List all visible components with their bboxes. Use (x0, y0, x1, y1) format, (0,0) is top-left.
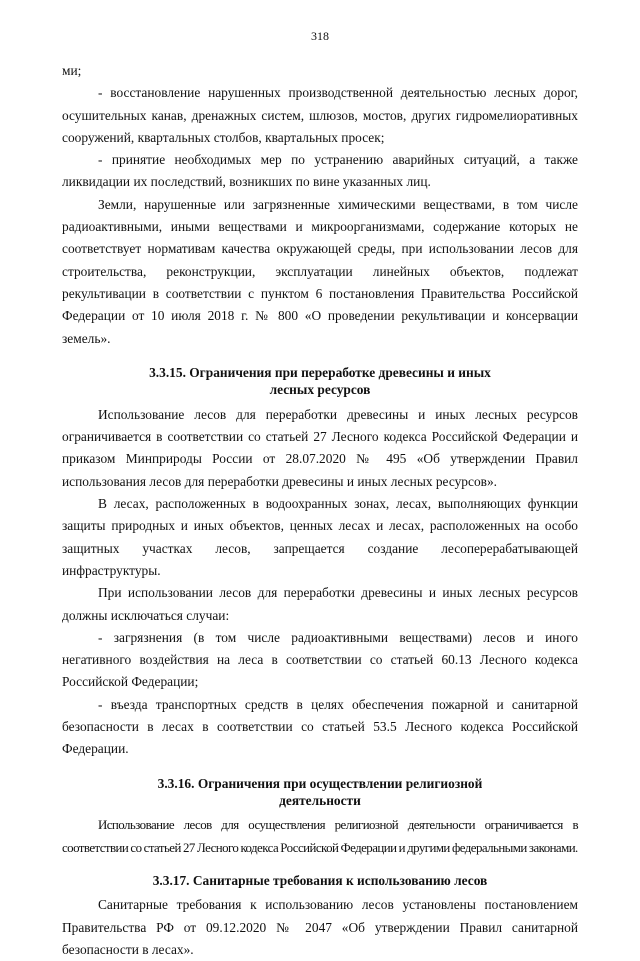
paragraph-religious-activity: Использование лесов для осуществления религиозной деятельности ограничивается в соответствии со статьей 27 Лесного кодекса Российской Федерации и другими федеральными законами. (62, 817, 578, 856)
section-heading-3-3-17: 3.3.17. Санитарные требования к использованию лесов (152, 873, 488, 889)
page-body (62, 60, 578, 961)
paragraph-vehicle-entry-case: - въезда транспортных средств в целях обеспечения пожарной и санитарной безопасности в лесах в соответствии со статьей 53.5 Лесного кодекса Российской Федерации. (62, 696, 578, 757)
paragraph-excluded-cases: При использовании лесов для переработки древесины и иных лесных ресурсов должны исключаться случаи: (62, 585, 578, 623)
paragraph-protected-zones: В лесах, расположенных в водоохранных зонах, лесах, выполняющих функции защиты природных и иных объектов, ценных лесах и лесах, расположенных на особо защитных участках лесов, запрещается создание лесоперерабатывающей инфраструктуры. (62, 496, 578, 578)
paragraph-continuation: ми; (62, 63, 82, 78)
paragraph-land-recultivation: Земли, нарушенные или загрязненные химическими веществами, в том числе радиоактивными, иными веществами и микроорганизмами, содержание которых не соответствует нормативам качества окружающей среды, при использовании лесов для строительства, реконструкции, эксплуатации линейных объектов, подлежат рекультивации в соответствии с пунктом 6 постановления Правительства Российской Федерации от 10 июля 2018 г. № 800 «О проведении рекультивации и консервации земель». (62, 196, 578, 346)
paragraph-restoration: - восстановление нарушенных производственной деятельностью лесных дорог, осушительных канав, дренажных систем, шлюзов, мостов, других гидромелиоративных сооружений, квартальных столбов, квартальных просек; (62, 85, 578, 145)
paragraph-sanitary-requirements: Санитарные требования к использованию лесов установлены постановлением Правительства РФ от 09.12.2020 № 2047 «Об утверждении Правил санитарной безопасности в лесах». (62, 897, 578, 958)
paragraph-pollution-case: - загрязнения (в том числе радиоактивными веществами) лесов и иного негативного воздействия на леса в соответствии со статьей 60.13 Лесного кодекса Российской Федерации; (62, 629, 578, 690)
paragraph-emergency-measures: - принятие необходимых мер по устранению аварийных ситуаций, а также ликвидации их последствий, возникших по вине указанных лиц. (62, 152, 578, 190)
page-number: 318 (311, 29, 329, 43)
section-heading-3-3-16: 3.3.16. Ограничения при осуществлении религиозной деятельности (157, 775, 483, 808)
paragraph-processing-limits: Использование лесов для переработки древесины и иных лесных ресурсов ограничивается в соответствии со статьей 27 Лесного кодекса Российской Федерации и приказом Минприроды России от 28.07.2020 № 495 «Об утверждении Правил использования лесов для переработки древесины и иных лесных ресурсов». (62, 406, 578, 489)
section-heading-3-3-15: 3.3.15. Ограничения при переработке древесины и иных лесных ресурсов (149, 364, 491, 397)
